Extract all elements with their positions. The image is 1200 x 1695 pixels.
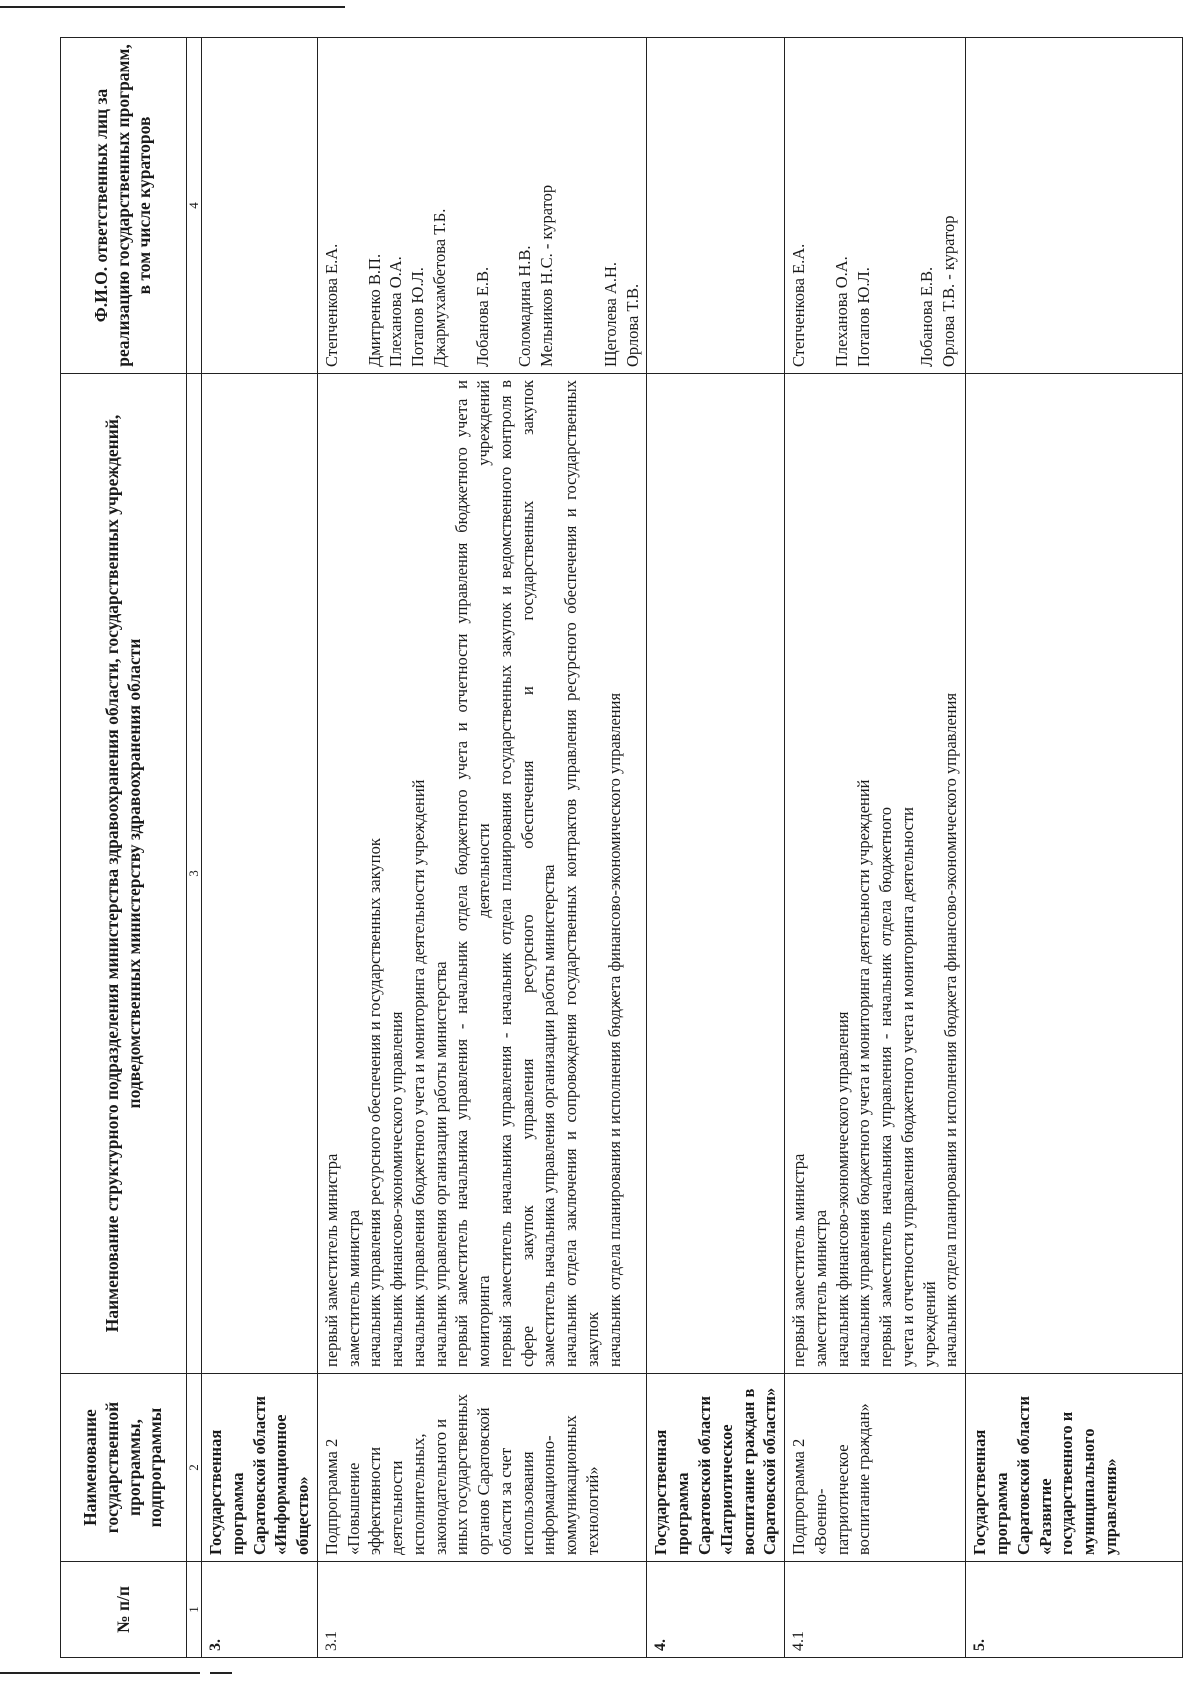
person: Орлова Т.В. - куратор: [939, 215, 959, 367]
position: первый заместитель министра: [789, 1153, 809, 1367]
table-row: [785, 38, 966, 1658]
rotated-document-page: [60, 38, 1140, 1658]
scan-edge-bottom: [0, 1672, 200, 1674]
person: Потапов Ю.Л.: [408, 267, 428, 367]
responsibility-table: [60, 37, 1183, 1658]
table-header-row: [61, 38, 187, 1658]
spacer: [343, 44, 364, 367]
table-row: [202, 38, 318, 1658]
table-row: [317, 38, 647, 1658]
person: Лобанова Е.В.: [472, 266, 492, 367]
header-department: Наименование структурного подразделения министерства здравоохранения области, государственных учреждений, подведомственных министерству здравоохранения области: [61, 374, 187, 1374]
positions-cell: [966, 374, 1183, 1374]
row-number: 3.: [202, 1562, 318, 1658]
positions-cell: [202, 374, 318, 1374]
scan-edge-bottom-mark: [210, 1672, 232, 1674]
header-persons: Ф.И.О. ответственных лиц за реализацию государственных программ, в том числе кураторов: [61, 38, 187, 374]
person: Плеханова О.А.: [831, 256, 851, 367]
person: Степченкова Е.А.: [789, 243, 809, 367]
position: заместитель министра: [810, 1209, 830, 1367]
person: Лобанова Е.В.: [917, 266, 937, 367]
spacer: [895, 44, 916, 367]
position: начальник отдела заключения и сопровождения государственных контрактов управления ресурсного обеспечения и государственных закупок: [561, 380, 603, 1367]
table-row: [966, 38, 1183, 1658]
spacer: [493, 44, 514, 367]
program-name: Государственная программа Саратовской области «Информационное общество»: [202, 1374, 318, 1562]
spacer: [874, 44, 895, 367]
program-name: Подпрограмма 2 «Военно-патриотическое воспитание граждан»: [785, 1374, 966, 1562]
position: начальник управления бюджетного учета и мониторинга деятельности учреждений: [854, 779, 874, 1367]
positions-cell: [317, 374, 647, 1374]
column-number: 1: [187, 1562, 202, 1658]
position: заместитель начальника управления организации работы министерства: [539, 864, 559, 1367]
row-number: 4.1: [785, 1562, 966, 1658]
persons-cell: [317, 38, 647, 374]
column-number-row: [187, 38, 202, 1658]
program-name: Государственная программа Саратовской области «Патриотическое воспитание граждан в Саратовской области»: [647, 1374, 785, 1562]
column-number: 3: [187, 374, 202, 1374]
position: первый заместитель начальника управления - начальник отдела планирования государственных закупок и ведомственного контроля в сфере закупок управления ресурсного обеспечения и государственных закупок: [495, 380, 537, 1367]
column-number: 2: [187, 1374, 202, 1562]
spacer: [558, 44, 579, 367]
position: начальник отдела планирования и исполнения бюджета финансово-экономического управления: [941, 692, 961, 1367]
person: Степченкова Е.А.: [321, 243, 341, 367]
person: Джармухамбетова Т.Б.: [429, 208, 449, 367]
spacer: [579, 44, 600, 367]
persons-cell: [966, 38, 1183, 374]
program-name: Подпрограмма 2 «Повышение эффективности деятельности исполнительных, законодательного и иных государственных органов Саратовской области за счет использования информационно-коммуникационных технологий»: [317, 1374, 647, 1562]
spacer: [810, 44, 831, 367]
person: Мельников Н.С. - куратор: [537, 184, 557, 367]
position: начальник отдела планирования и исполнения бюджета финансово-экономического управления: [604, 692, 624, 1367]
person: Плеханова О.А.: [386, 256, 406, 367]
row-number: 5.: [966, 1562, 1183, 1658]
position: начальник управления бюджетного учета и мониторинга деятельности учреждений: [408, 779, 428, 1367]
row-number: 4.: [647, 1562, 785, 1658]
person: Дмитренко В.П.: [364, 253, 384, 367]
person: Соломадина Н.В.: [515, 245, 535, 367]
header-program: Наименование государственной программы, подпрограммы: [61, 1374, 187, 1562]
persons-cell: [647, 38, 785, 374]
position: начальник финансово-экономического управления: [832, 1011, 852, 1367]
position: начальник финансово-экономического управления: [387, 1011, 407, 1367]
persons-cell: [202, 38, 318, 374]
position: начальник управления ресурсного обеспечения и государственных закупок: [365, 838, 385, 1367]
person: Щеголева А.Н.: [600, 261, 620, 367]
position: начальник управления организации работы министерства: [430, 961, 450, 1367]
position: первый заместитель начальника управления - начальник отдела бюджетного учета и отчетности управления бюджетного учета и мониторинга деятельности учреждений: [452, 380, 494, 1367]
header-number: № п/п: [61, 1562, 187, 1658]
positions-cell: [647, 374, 785, 1374]
scan-edge-top: [0, 6, 345, 8]
position: первый заместитель начальника управления - начальник отдела бюджетного учета и отчетности управления бюджетного учета и мониторинга деятельности учреждений: [876, 807, 939, 1367]
spacer: [451, 44, 472, 367]
position: первый заместитель министра: [321, 1153, 341, 1367]
table-row: [647, 38, 785, 1658]
positions-cell: [785, 374, 966, 1374]
program-name: Государственная программа Саратовской области «Развитие государственного и муниципального управления»: [966, 1374, 1183, 1562]
row-number: 3.1: [317, 1562, 647, 1658]
person: Орлова Т.В.: [622, 283, 642, 367]
column-number: 4: [187, 38, 202, 374]
person: Потапов Ю.Л.: [853, 267, 873, 367]
position: заместитель министра: [343, 1209, 363, 1367]
persons-cell: [785, 38, 966, 374]
